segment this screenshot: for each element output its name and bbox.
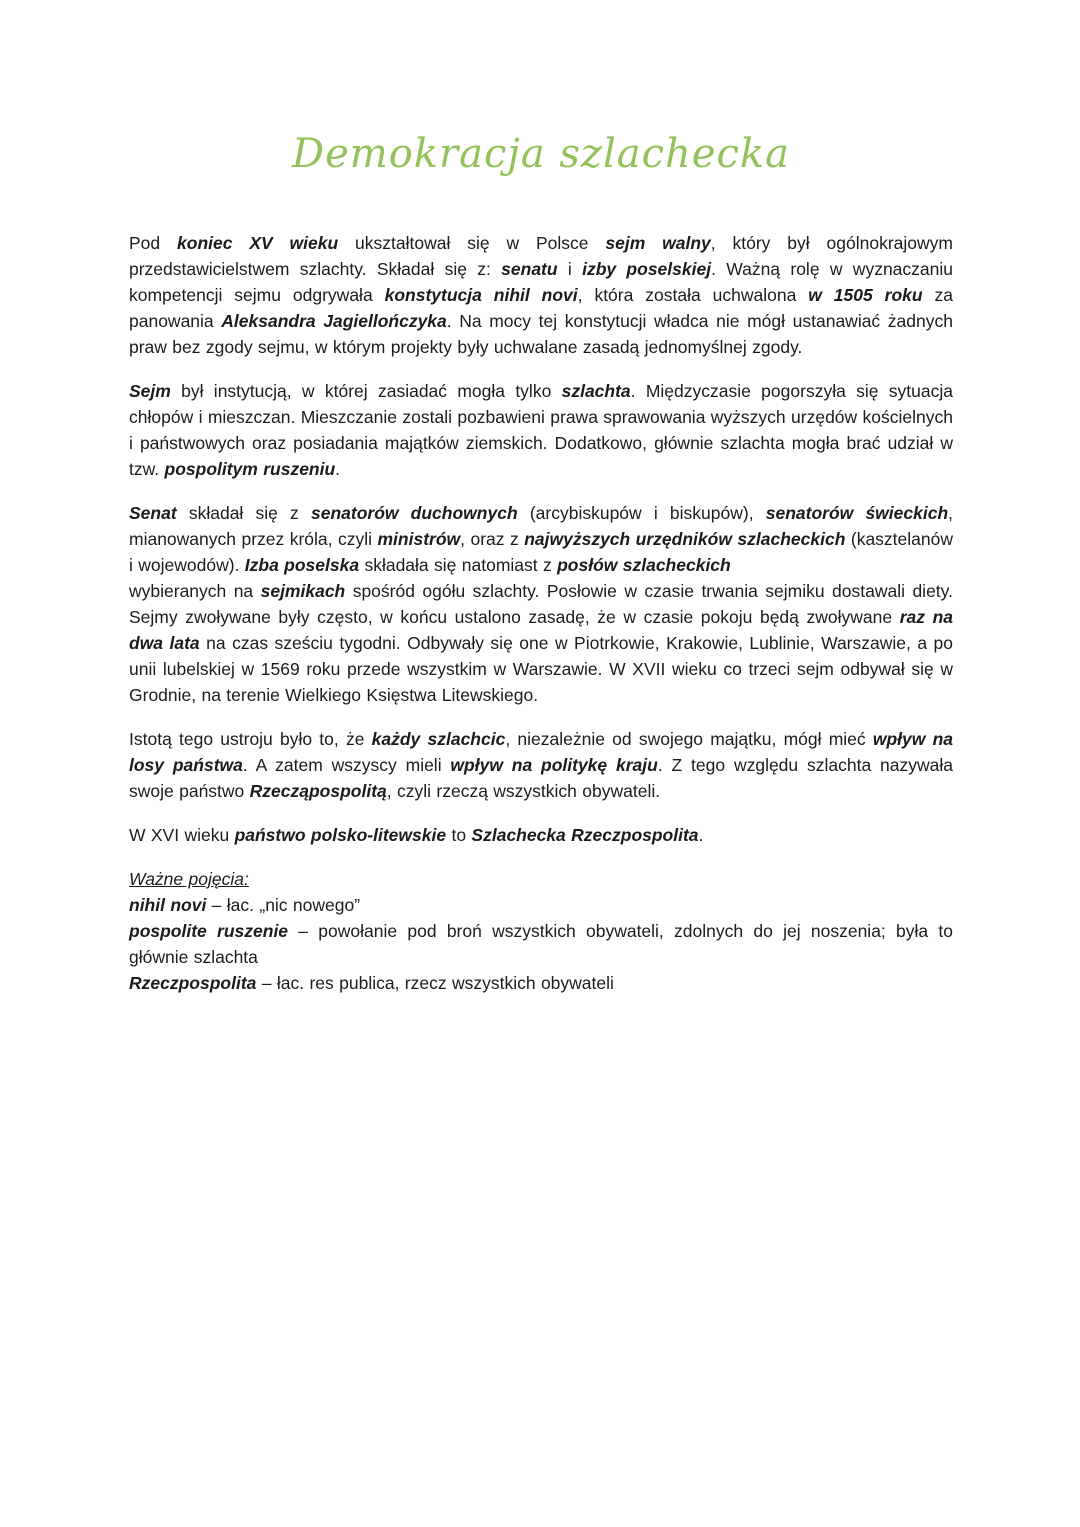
definition-pospolite-ruszenie (129, 918, 953, 970)
emphasis-text: Sejm (129, 381, 171, 401)
text-run: , która została uchwalona (577, 285, 809, 305)
text-run: , oraz z (460, 529, 525, 549)
paragraph-senat-izba (129, 500, 953, 708)
text-run: , mianowanych przez króla, czyli (129, 503, 954, 549)
text-run: , który był ogólnokrajowym przedstawicielstwem szlachty. Składał się z: (129, 233, 953, 279)
text-run: Istotą tego ustroju było to, że (129, 729, 372, 749)
emphasis-text: izby poselskiej (582, 259, 712, 279)
text-run: . (335, 459, 341, 479)
paragraph-sejm-szlachta (129, 378, 953, 482)
definition-nihil-novi (129, 892, 953, 918)
text-run: na czas sześciu tygodni. Odbywały się one w Piotrkowie, Krakowie, Lublinie, Warszawie, a po unii lubelskiej w 1569 roku przede wszystkim w Warszawie. W XVII wieku co trzeci sejm odbywał się w Grodnie, na terenie Wielkiego Księstwa Litewskiego. (129, 633, 953, 705)
text-run: ukształtował się w Polsce (338, 233, 606, 253)
emphasis-text: Senat (129, 503, 177, 523)
text-run: (arcybiskupów i biskupów), (517, 503, 766, 523)
text-run: składała się natomiast z (359, 555, 558, 575)
text-run: był instytucją, w której zasiadać mogła tylko (170, 381, 562, 401)
emphasis-text: wpływ na politykę kraju (450, 755, 658, 775)
emphasis-text: Rzecząpospolitą (249, 781, 387, 801)
text-run: , niezależnie od swojego majątku, mógł mieć (505, 729, 873, 749)
text-run: to (446, 825, 472, 845)
text-run: wybieranych na (129, 581, 261, 601)
text-run: – łac. res publica, rzecz wszystkich obywateli (256, 973, 614, 993)
emphasis-text: posłów szlacheckich (557, 555, 731, 575)
text-run: spośród ogółu szlachty. Posłowie w czasie trwania sejmiku dostawali diety. Sejmy zwoływane były często, w końcu ustalono zasadę, że w czasie pokoju będą zwoływane (129, 581, 953, 627)
text-run: . (698, 825, 704, 845)
emphasis-text: raz na dwa lata (129, 607, 953, 653)
emphasis-text: państwo polsko-litewskie (234, 825, 447, 845)
emphasis-text: najwyższych urzędników szlacheckich (524, 529, 846, 549)
emphasis-text: konstytucja nihil novi (384, 285, 578, 305)
emphasis-text: pospolitym ruszeniu (164, 459, 336, 479)
text-run: i (557, 259, 583, 279)
emphasis-text: nihil novi (129, 895, 207, 915)
paragraph-sejm-walny (129, 230, 953, 360)
text-run: . Z tego względu szlachta nazywała swoje państwo (129, 755, 953, 801)
emphasis-text: senatorów duchownych (310, 503, 518, 523)
text-run: Pod (129, 233, 178, 253)
emphasis-text: Aleksandra Jagiellończyka (221, 311, 447, 331)
emphasis-text: pospolite ruszenie (129, 921, 289, 941)
emphasis-text: koniec XV wieku (177, 233, 339, 253)
emphasis-text: w 1505 roku (808, 285, 923, 305)
emphasis-text: Szlachecka Rzeczpospolita (471, 825, 699, 845)
emphasis-text: senatorów świeckich (765, 503, 949, 523)
text-run: – łac. „nic nowego” (206, 895, 361, 915)
emphasis-text: szlachta (561, 381, 631, 401)
text-run: . Międzyczasie pogorszyła się sytuacja chłopów i mieszczan. Mieszczanie zostali pozbawieni prawa sprawowania wyższych urzędów kościelnych i państwowych oraz posiadania majątków ziemskich. Dodatkowo, głównie szlachta mogła brać udział w tzw. (129, 381, 953, 479)
emphasis-text: każdy szlachcic (371, 729, 506, 749)
definition-rzeczpospolita (129, 970, 953, 996)
text-run: , czyli rzeczą wszystkich obywateli. (386, 781, 661, 801)
definitions-heading (129, 866, 953, 892)
text-run: . Na mocy tej konstytucji władca nie mógł ustanawiać żadnych praw bez zgody sejmu, w którym projekty były uchwalane zasadą jednomyślnej zgody. (129, 311, 953, 357)
text-run: (kasztelanów i wojewodów). (129, 529, 954, 575)
emphasis-text: sejmikach (260, 581, 346, 601)
text-run: . A zatem wszyscy mieli (242, 755, 451, 775)
emphasis-text: Izba poselska (244, 555, 360, 575)
page-title: Demokracja szlachecka (292, 131, 790, 177)
paragraph-istota-ustroju (129, 726, 953, 804)
emphasis-text: Rzeczpospolita (129, 973, 257, 993)
emphasis-text: wpływ na losy państwa (129, 729, 953, 775)
text-run: składał się z (176, 503, 311, 523)
emphasis-text: sejm walny (605, 233, 711, 253)
text-run: W XVI wieku (129, 825, 235, 845)
document-body (129, 230, 953, 996)
emphasis-text: ministrów (377, 529, 461, 549)
text-run: za panowania (129, 285, 953, 331)
emphasis-text: senatu (501, 259, 558, 279)
text-run: – powołanie pod broń wszystkich obywateli, zdolnych do jej noszenia; była to głównie szlachta (129, 921, 953, 967)
text-run: . Ważną rolę w wyznaczaniu kompetencji sejmu odgrywała (129, 259, 953, 305)
paragraph-xvi-wiek (129, 822, 953, 848)
underlined-heading-text: Ważne pojęcia: (129, 869, 249, 889)
